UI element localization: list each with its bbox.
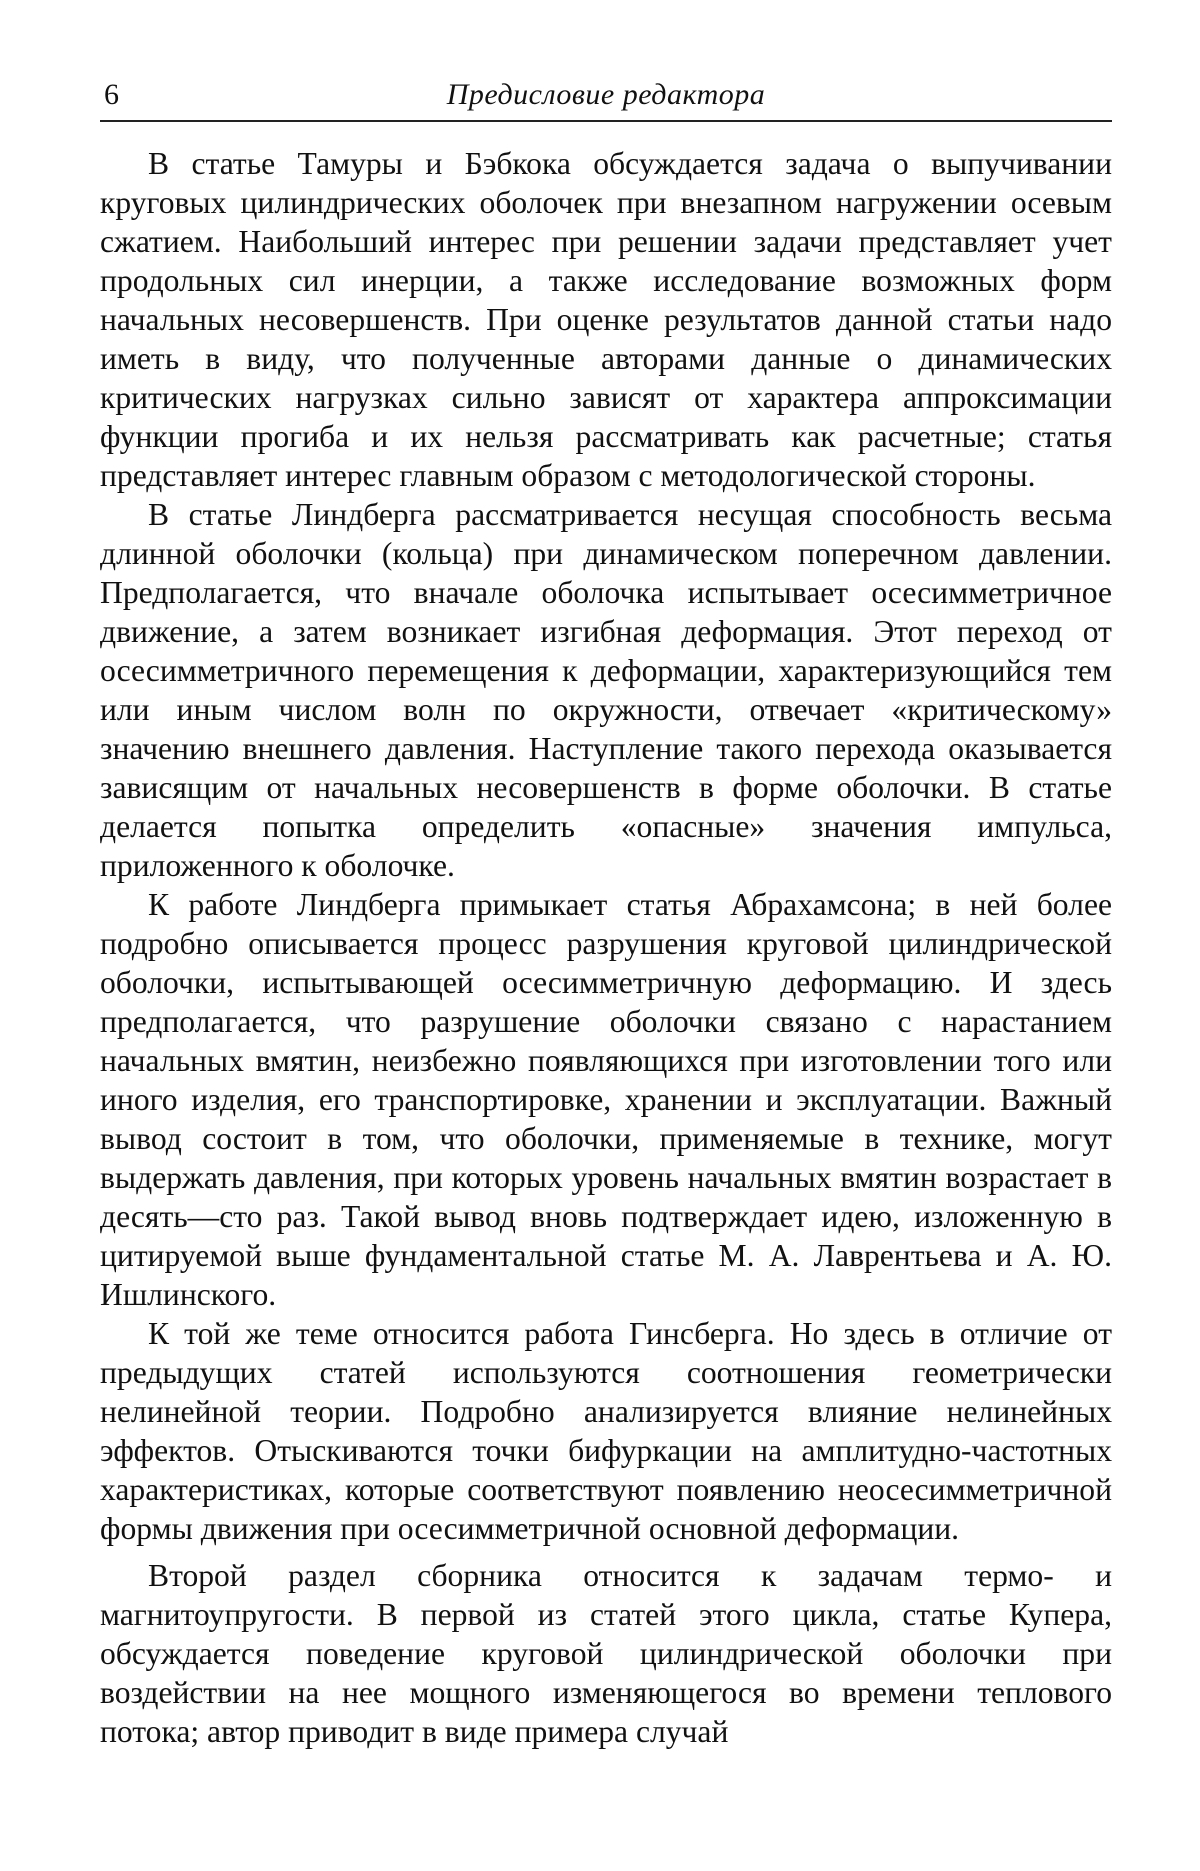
paragraph: К работе Линдберга примыкает статья Абрахамсона; в ней более подробно описывается процесс разрушения круговой цилиндрической оболочки, испытывающей осесимметричную деформацию. И здесь предполагается, что разрушение оболочки связано с нарастанием начальных вмятин, неизбежно появляющихся при изготовлении того или иного изделия, его транспортировке, хранении и эксплуатации. Важный вывод состоит в том, что оболочки, применяемые в технике, могут выдержать давления, при которых уровень начальных вмятин возрастает в десять—сто раз. Такой вывод вновь подтверждает идею, изложенную в цитируемой выше фундаментальной статье М. А. Лаврентьева и А. Ю. Ишлинского. [100, 887, 1112, 1312]
body-text [100, 144, 1112, 1751]
paragraph: Второй раздел сборника относится к задачам термо- и магнитоупругости. В первой из статей этого цикла, статье Купера, обсуждается поведение круговой цилиндрической оболочки при воздействии на нее мощного изменяющегося во времени теплового потока; автор приводит в виде примера случай [100, 1558, 1112, 1749]
book-page [100, 78, 1112, 1868]
paragraph: В статье Линдберга рассматривается несущая способность весьма длинной оболочки (кольца) при динамическом поперечном давлении. Предполагается, что вначале оболочка испытывает осесимметричное движение, а затем возникает изгибная деформация. Этот переход от осесимметричного перемещения к деформации, характеризующийся тем или иным числом волн по окружности, отвечает «критическому» значению внешнего давления. Наступление такого перехода оказывается зависящим от начальных несовершенств в форме оболочки. В статье делается попытка определить «опасные» значения импульса, приложенного к оболочке. [100, 497, 1112, 883]
page-header [100, 78, 1112, 120]
running-title: Предисловие редактора [446, 78, 766, 111]
paragraph: К той же теме относится работа Гинсберга. Но здесь в отличие от предыдущих статей используются соотношения геометрически нелинейной теории. Подробно анализируется влияние нелинейных эффектов. Отыскиваются точки бифуркации на амплитудно-частотных характеристиках, которые соответствуют появлению неосесимметричной формы движения при осесимметричной основной деформации. [100, 1316, 1112, 1546]
header-rule [100, 120, 1112, 122]
paragraph: В статье Тамуры и Бэбкока обсуждается задача о выпучивании круговых цилиндрических оболочек при внезапном нагружении осевым сжатием. Наибольший интерес при решении задачи представляет учет продольных сил инерции, а также исследование возможных форм начальных несовершенств. При оценке результатов данной статьи надо иметь в виду, что полученные авторами данные о динамических критических нагрузках сильно зависят от характера аппроксимации функции прогиба и их нельзя рассматривать как расчетные; статья представляет интерес главным образом с методологической стороны. [100, 146, 1112, 493]
page-number: 6 [104, 78, 119, 111]
